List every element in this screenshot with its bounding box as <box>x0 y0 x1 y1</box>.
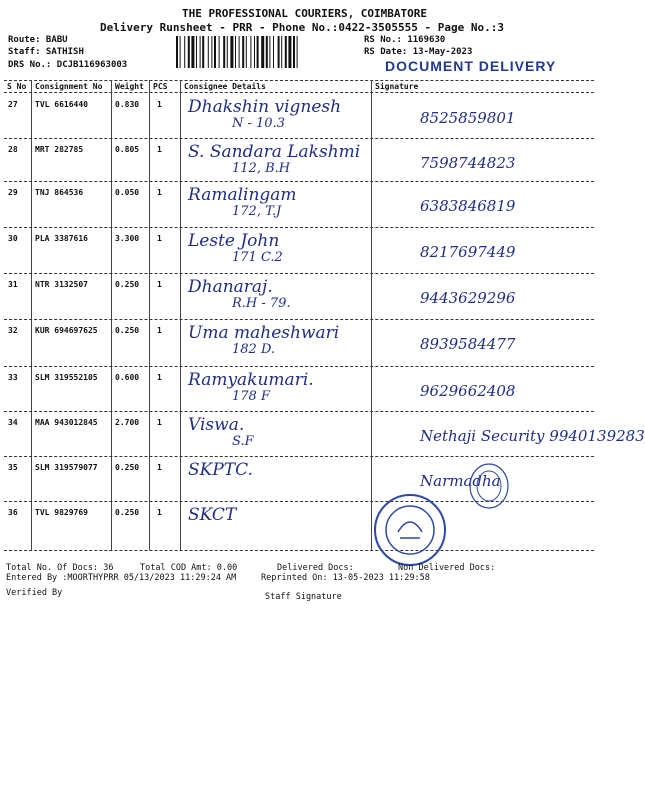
barcode-bar <box>191 36 194 68</box>
row-consignee-name: Dhakshin vignesh <box>188 97 342 117</box>
staff-signature: Staff Signature <box>265 592 342 602</box>
row-weight: 2.700 <box>115 418 140 427</box>
row-consignment-no: PLA 3387616 <box>35 234 88 243</box>
row-consignment-no: SLM 319579077 <box>35 463 98 472</box>
row-sno: 30 <box>8 234 18 243</box>
row-sno: 35 <box>8 463 18 472</box>
barcode-bar <box>188 36 190 68</box>
row-consignee-name: Ramalingam <box>188 185 297 205</box>
barcode-bar <box>285 36 287 68</box>
row-consignment-no: TNJ 864536 <box>35 188 84 197</box>
row-consignee-name: Uma maheshwari <box>188 323 340 343</box>
barcode-bar <box>269 36 270 68</box>
row-pcs: 1 <box>157 100 162 109</box>
barcode-bar <box>211 36 212 68</box>
row-weight: 3.300 <box>115 234 140 243</box>
entered-by: Entered By :MOORTHYPRR 05/13/2023 11:29:24 AM <box>6 573 237 583</box>
table-top-rule <box>4 80 594 81</box>
barcode-bar <box>257 36 259 68</box>
col-header-weight: Weight <box>115 82 144 91</box>
row-consignee-name: S. Sandara Lakshmi <box>188 142 361 162</box>
document-subtitle: Delivery Runsheet - PRR - Phone No.:0422-3505555 - Page No.:3 <box>100 21 504 34</box>
col-header-signature: Signature <box>375 82 419 91</box>
row-sno: 31 <box>8 280 18 289</box>
row-consignee-name: Ramyakumari. <box>188 370 314 390</box>
barcode-bar <box>297 36 298 68</box>
col-divider <box>371 80 372 550</box>
drs-no-label <box>8 60 127 70</box>
barcode <box>176 36 358 68</box>
col-divider <box>149 80 150 550</box>
row-pcs: 1 <box>157 508 162 517</box>
row-signature: Narmadha <box>420 472 501 490</box>
row-weight: 0.805 <box>115 145 140 154</box>
row-signature: 7598744823 <box>420 154 516 172</box>
row-divider <box>4 181 594 182</box>
col-header-pcs: PCS <box>153 82 168 91</box>
row-signature: Nethaji Security 9940139283 <box>420 427 645 445</box>
row-consignee-name: SKPTC. <box>188 460 253 480</box>
non-delivered-docs: Non Delivered Docs: <box>398 563 496 573</box>
row-sno: 28 <box>8 145 18 154</box>
company-seal <box>372 492 448 568</box>
rs-number: RS No.: 1169630 <box>364 35 446 45</box>
barcode-bar <box>239 36 240 68</box>
barcode-bar <box>246 36 247 68</box>
oval-stamp <box>468 462 510 510</box>
row-pcs: 1 <box>157 418 162 427</box>
row-consignee-address: 112, B.H <box>232 161 291 176</box>
total-docs: Total No. Of Docs: 36 <box>6 563 114 573</box>
row-consignee-address: 172, T.J <box>232 204 282 219</box>
col-header-sno: S No <box>7 82 27 91</box>
row-consignment-no: KUR 694697625 <box>35 326 98 335</box>
col-divider <box>111 80 112 550</box>
row-consignee-name: SKCT <box>188 505 237 525</box>
barcode-bar <box>180 36 181 68</box>
verified-by: Verified By <box>6 588 63 598</box>
barcode-bar <box>227 36 228 68</box>
barcode-bar <box>214 36 216 68</box>
row-weight: 0.250 <box>115 463 140 472</box>
row-sno: 32 <box>8 326 18 335</box>
row-divider <box>4 319 594 320</box>
barcode-bar <box>293 36 295 68</box>
barcode-bar <box>184 36 185 68</box>
col-header-consignee: Consignee Details <box>184 82 266 91</box>
row-pcs: 1 <box>157 373 162 382</box>
barcode-bar <box>288 36 291 68</box>
col-divider <box>180 80 181 550</box>
row-pcs: 1 <box>157 326 162 335</box>
row-pcs: 1 <box>157 234 162 243</box>
row-consignee-address: 178 F <box>232 389 270 404</box>
row-pcs: 1 <box>157 463 162 472</box>
row-sno: 29 <box>8 188 18 197</box>
row-divider <box>4 366 594 367</box>
barcode-bar <box>223 36 225 68</box>
row-consignee-name: Dhanaraj. <box>188 277 273 297</box>
row-signature: 6383846819 <box>420 197 516 215</box>
row-consignee-name: Viswa. <box>188 415 245 435</box>
row-pcs: 1 <box>157 280 162 289</box>
row-signature: 8217697449 <box>420 243 516 261</box>
row-consignee-address: 171 C.2 <box>232 250 283 265</box>
col-divider <box>31 80 32 550</box>
row-weight: 0.050 <box>115 188 140 197</box>
row-sno: 27 <box>8 100 18 109</box>
barcode-bar <box>261 36 264 68</box>
row-divider <box>4 411 594 412</box>
row-divider <box>4 456 594 457</box>
row-divider <box>4 273 594 274</box>
column-header-rule <box>4 92 594 93</box>
row-consignment-no: NTR 3132507 <box>35 280 88 289</box>
row-consignee-address: S.F <box>232 434 254 449</box>
row-signature: 8525859801 <box>420 109 516 127</box>
row-weight: 0.830 <box>115 100 140 109</box>
barcode-bar <box>235 36 236 68</box>
row-sno: 36 <box>8 508 18 517</box>
barcode-bar <box>266 36 268 68</box>
row-pcs: 1 <box>157 145 162 154</box>
row-signature: 9443629296 <box>420 289 516 307</box>
row-consignee-name: Leste John <box>188 231 280 251</box>
barcode-bar <box>242 36 244 68</box>
row-weight: 0.250 <box>115 508 140 517</box>
rs-date: RS Date: 13-May-2023 <box>364 47 473 57</box>
drs-label-text: DRS No.: <box>8 60 52 70</box>
document-title: THE PROFESSIONAL COURIERS, COIMBATORE <box>182 7 428 20</box>
row-signature: 8939584477 <box>420 335 516 353</box>
row-weight: 0.250 <box>115 326 140 335</box>
row-consignee-address: N - 10.3 <box>232 116 285 131</box>
barcode-bar <box>208 36 209 68</box>
route-label: Route: BABU <box>8 35 68 45</box>
row-sno: 34 <box>8 418 18 427</box>
row-weight: 0.600 <box>115 373 140 382</box>
document-delivery-stamp: DOCUMENT DELIVERY <box>385 58 557 74</box>
row-consignee-address: R.H - 79. <box>232 296 291 311</box>
row-weight: 0.250 <box>115 280 140 289</box>
row-consignment-no: MRT 282785 <box>35 145 84 154</box>
col-header-consignment: Consignment No <box>35 82 103 91</box>
row-divider <box>4 138 594 139</box>
row-consignment-no: TVL 9829769 <box>35 508 88 517</box>
barcode-bar <box>278 36 280 68</box>
barcode-bar <box>200 36 201 68</box>
barcode-bar <box>254 36 255 68</box>
barcode-bar <box>281 36 282 68</box>
barcode-bar <box>230 36 233 68</box>
barcode-bar <box>250 36 251 68</box>
row-sno: 33 <box>8 373 18 382</box>
drs-number: DCJB116963003 <box>56 60 128 70</box>
barcode-bar <box>273 36 274 68</box>
row-consignment-no: TVL 6616440 <box>35 100 88 109</box>
total-cod: Total COD Amt: 0.00 <box>140 563 238 573</box>
reprinted-on: Reprinted On: 13-05-2023 11:29:58 <box>261 573 430 583</box>
barcode-bar <box>219 36 220 68</box>
row-consignment-no: SLM 319552105 <box>35 373 98 382</box>
row-divider <box>4 227 594 228</box>
staff-label: Staff: SATHISH <box>8 47 84 57</box>
row-consignee-address: 182 D. <box>232 342 276 357</box>
row-pcs: 1 <box>157 188 162 197</box>
delivered-docs: Delivered Docs: <box>277 563 354 573</box>
table-bottom-rule <box>4 550 594 551</box>
barcode-bar <box>202 36 204 68</box>
row-consignment-no: MAA 943012845 <box>35 418 98 427</box>
row-signature: 9629662408 <box>420 382 516 400</box>
barcode-bar <box>176 36 178 68</box>
barcode-bar <box>196 36 197 68</box>
